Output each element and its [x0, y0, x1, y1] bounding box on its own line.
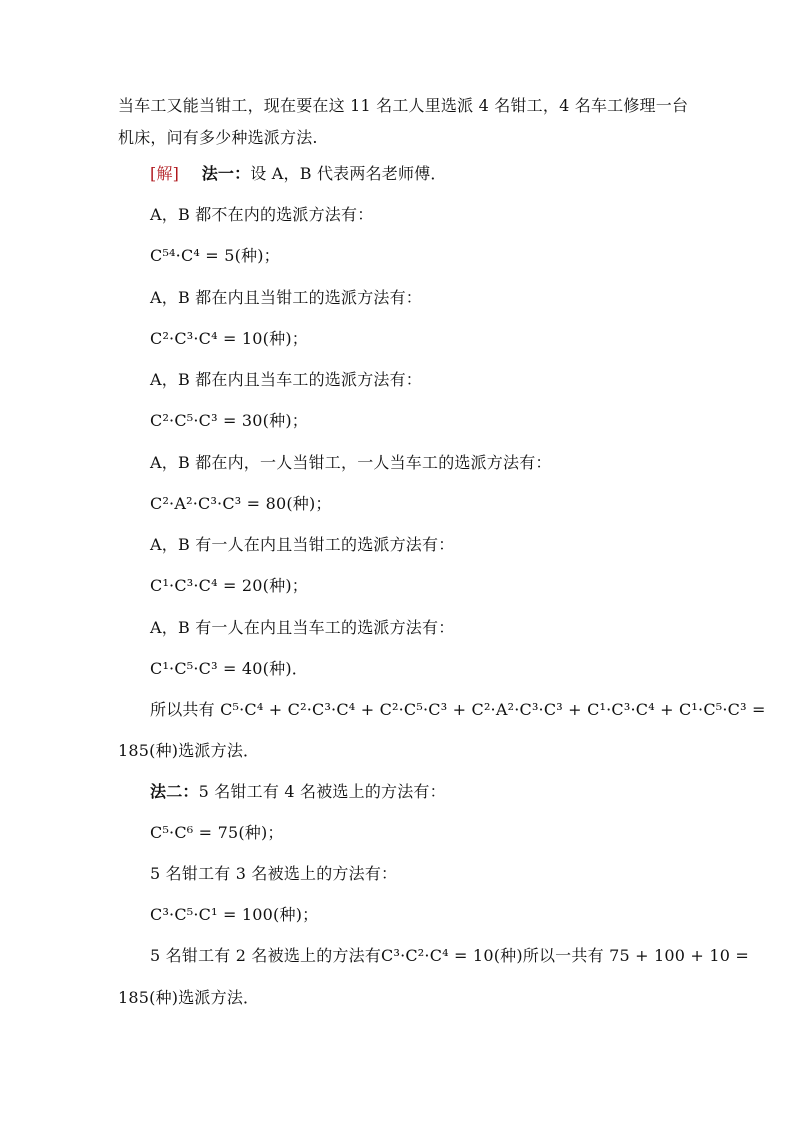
case-desc: A，B 都不在内的选派方法有： [150, 205, 374, 224]
method2-formula-2: C³·C⁵·C¹ = 100(种)； [150, 905, 319, 924]
case-desc: A，B 都在内，一人当钳工，一人当车工的选派方法有： [150, 453, 552, 472]
case-formula: C²·C³·C⁴ = 10(种)； [150, 329, 308, 348]
intro-line-2: 机床，问有多少种选派方法. [118, 128, 318, 147]
case-desc: A，B 都在内且当车工的选派方法有： [150, 370, 422, 389]
solution-header [150, 164, 447, 184]
case-formula: C²·C⁵·C³ = 30(种)； [150, 411, 308, 430]
case-formula: C¹·C³·C⁴ = 20(种)； [150, 576, 308, 595]
case-desc: A，B 有一人在内且当钳工的选派方法有： [150, 535, 455, 554]
method1-intro: 设 A，B 代表两名老师傅． [250, 164, 447, 183]
case-desc: A，B 有一人在内且当车工的选派方法有： [150, 618, 455, 637]
method2-formula-1: C⁵·C⁶ = 75(种)； [150, 823, 284, 842]
method2-label: 法二： [150, 782, 199, 801]
method2-line-4: 185(种)选派方法． [118, 988, 260, 1007]
method1-label: 法一： [201, 164, 251, 183]
case-formula: C²·A²·C³·C³ = 80(种)； [150, 494, 332, 513]
method2-intro: 5 名钳工有 4 名被选上的方法有： [198, 782, 446, 801]
method2-header [150, 782, 446, 802]
total-line-1: 所以共有 C⁵·C⁴ + C²·C³·C⁴ + C²·C⁵·C³ + C²·A²·C³·C³ + C¹·C³·C⁴ + C¹·C⁵·C³ = [150, 700, 766, 719]
case-desc: A，B 都在内且当钳工的选派方法有： [150, 288, 422, 307]
total-line-2: 185(种)选派方法． [118, 741, 260, 760]
intro-line-1: 当车工又能当钳工，现在要在这 11 名工人里选派 4 名钳工，4 名车工修理一台 [118, 96, 689, 115]
solution-tag: [解] [150, 164, 180, 183]
case-formula: C¹·C⁵·C³ = 40(种)． [150, 659, 308, 678]
method2-line-3: 5 名钳工有 2 名被选上的方法有C³·C²·C⁴ = 10(种)所以一共有 75 + 100 + 10 = [150, 946, 749, 965]
case-formula: C⁵⁴·C⁴ = 5(种)； [150, 246, 280, 265]
method2-desc-2: 5 名钳工有 3 名被选上的方法有： [150, 864, 398, 883]
